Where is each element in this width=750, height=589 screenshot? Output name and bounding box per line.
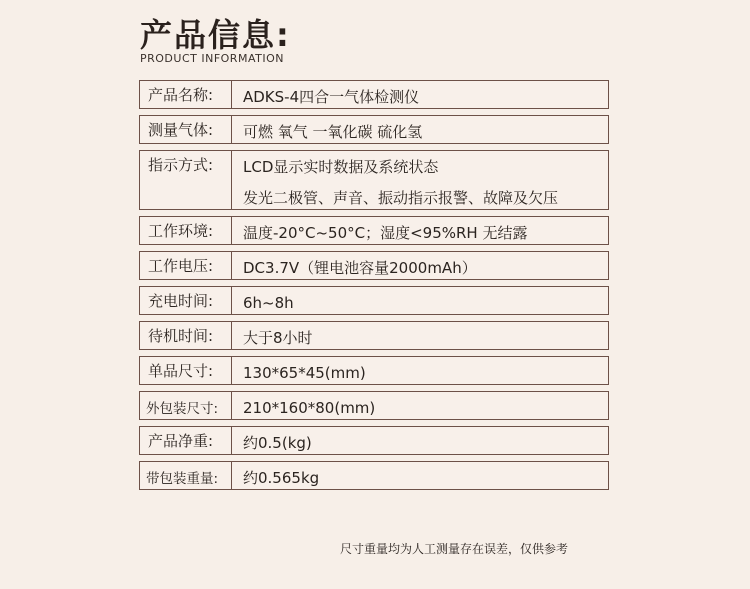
spec-row-indication: [139, 150, 609, 210]
spec-row-product-name: [139, 80, 609, 109]
spec-row-standby-time: [139, 321, 609, 350]
spec-value-line: 发光二极管、声音、振动指示报警、故障及欠压: [243, 189, 559, 207]
spec-value-line: ADKS-4四合一气体检测仪: [243, 88, 420, 106]
spec-label: 指示方式:: [140, 151, 232, 209]
spec-value-line: 210*160*80(mm): [243, 399, 376, 417]
spec-value-line: DC3.7V（锂电池容量2000mAh）: [243, 259, 477, 277]
spec-value: [232, 287, 608, 314]
spec-label: 带包装重量:: [140, 462, 232, 489]
spec-row-unit-size: [139, 356, 609, 385]
spec-value-line: 6h~8h: [243, 294, 294, 312]
page-subtitle: PRODUCT INFORMATION: [140, 52, 284, 65]
footnote: 尺寸重量均为人工测量存在误差，仅供参考: [340, 542, 569, 556]
spec-row-package-size: [139, 391, 609, 420]
spec-value-line: 约0.5(kg): [243, 434, 312, 452]
spec-value: [232, 462, 608, 489]
spec-label: 测量气体:: [140, 116, 232, 143]
spec-label: 产品名称:: [140, 81, 232, 108]
spec-row-voltage: [139, 251, 609, 280]
spec-value: [232, 322, 608, 349]
spec-value: [232, 217, 608, 244]
spec-value-line: 温度-20°C~50°C；湿度<95%RH 无结露: [243, 224, 528, 242]
spec-value: [232, 81, 608, 108]
spec-value: [232, 392, 608, 419]
spec-value-line: 约0.565kg: [243, 469, 320, 487]
spec-label: 工作环境:: [140, 217, 232, 244]
spec-label: 充电时间:: [140, 287, 232, 314]
spec-value: [232, 427, 608, 454]
spec-value-line: 大于8小时: [243, 329, 313, 347]
spec-row-charge-time: [139, 286, 609, 315]
spec-value: [232, 252, 608, 279]
spec-label: 外包装尺寸:: [140, 392, 232, 419]
spec-label: 单品尺寸:: [140, 357, 232, 384]
spec-value-line: LCD显示实时数据及系统状态: [243, 158, 439, 176]
spec-row-gross-weight: [139, 461, 609, 490]
spec-row-environment: [139, 216, 609, 245]
spec-table: [139, 80, 609, 496]
spec-row-net-weight: [139, 426, 609, 455]
page-title: 产品信息:: [140, 16, 291, 54]
spec-value: [232, 151, 608, 209]
spec-label: 待机时间:: [140, 322, 232, 349]
spec-label: 产品净重:: [140, 427, 232, 454]
spec-value: [232, 116, 608, 143]
spec-value: [232, 357, 608, 384]
spec-value-line: 可燃 氧气 一氧化碳 硫化氢: [243, 123, 423, 141]
spec-value-line: 130*65*45(mm): [243, 364, 366, 382]
spec-label: 工作电压:: [140, 252, 232, 279]
spec-row-measured-gas: [139, 115, 609, 144]
